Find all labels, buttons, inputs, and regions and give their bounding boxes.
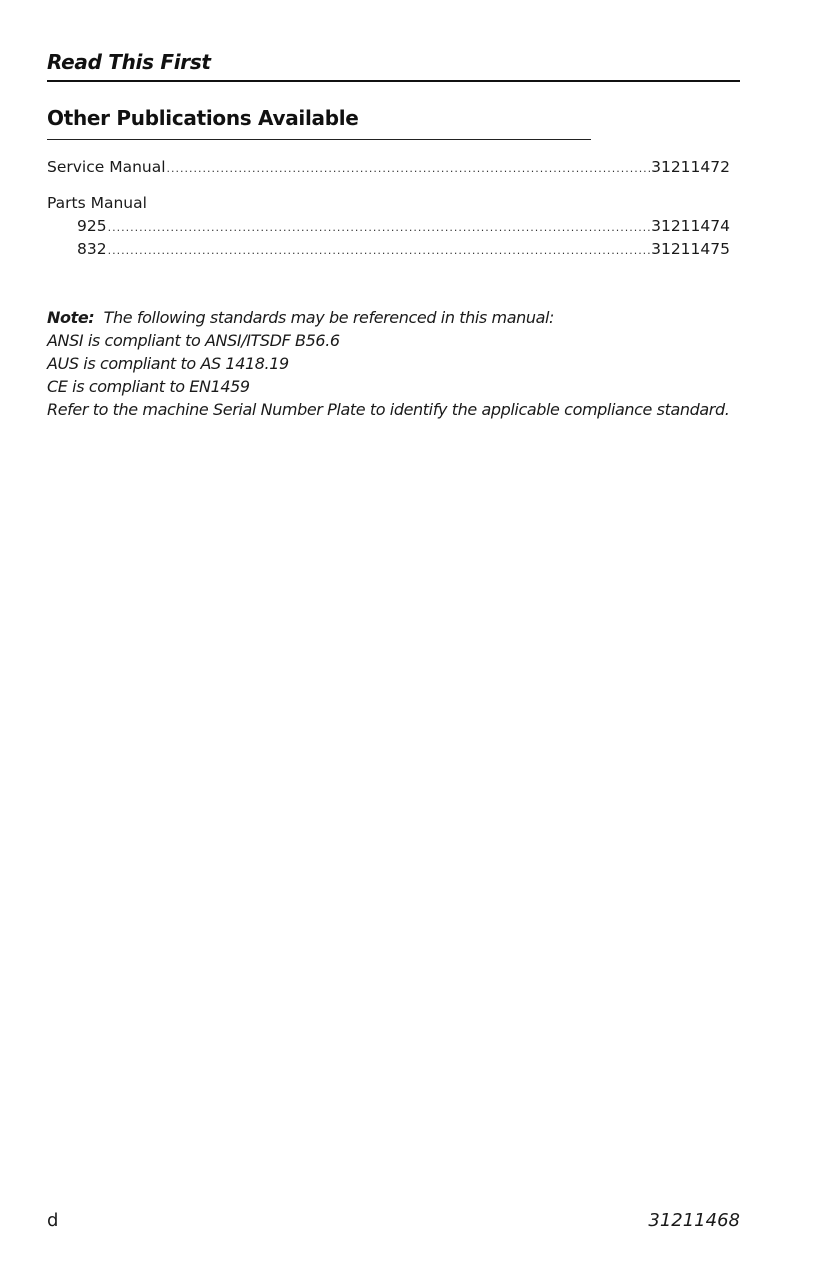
parts-manual-number: 31211475 (651, 240, 730, 258)
note-line: Refer to the machine Serial Number Plate to identify the applicable compliance standard. (47, 400, 730, 419)
section-divider (47, 139, 591, 140)
service-manual-entry (47, 156, 730, 179)
header-title: Read This First (47, 50, 211, 74)
note-block (47, 306, 747, 421)
note-intro: The following standards may be referenced in this manual: (103, 308, 555, 327)
page-letter: d (47, 1210, 59, 1231)
dot-leader (108, 239, 651, 262)
note-label: Note: (47, 308, 95, 327)
parts-manual-entry (47, 238, 730, 261)
publications-list (47, 156, 730, 261)
service-manual-number: 31211472 (651, 158, 730, 176)
parts-manual-model: 925 (77, 217, 107, 235)
section-title: Other Publications Available (47, 106, 359, 130)
parts-manual-model: 832 (77, 240, 107, 258)
service-manual-label: Service Manual (47, 158, 166, 176)
dot-leader (108, 216, 651, 239)
note-line: CE is compliant to EN1459 (47, 377, 250, 396)
dot-leader (167, 157, 651, 180)
parts-manual-number: 31211474 (651, 217, 730, 235)
note-line: ANSI is compliant to ANSI/ITSDF B56.6 (47, 331, 340, 350)
parts-manual-label: Parts Manual (47, 194, 147, 212)
note-line: AUS is compliant to AS 1418.19 (47, 354, 289, 373)
document-number: 31211468 (648, 1210, 740, 1231)
header-divider (47, 80, 740, 82)
note-intro-line (47, 306, 747, 329)
parts-manual-entry (47, 215, 730, 238)
